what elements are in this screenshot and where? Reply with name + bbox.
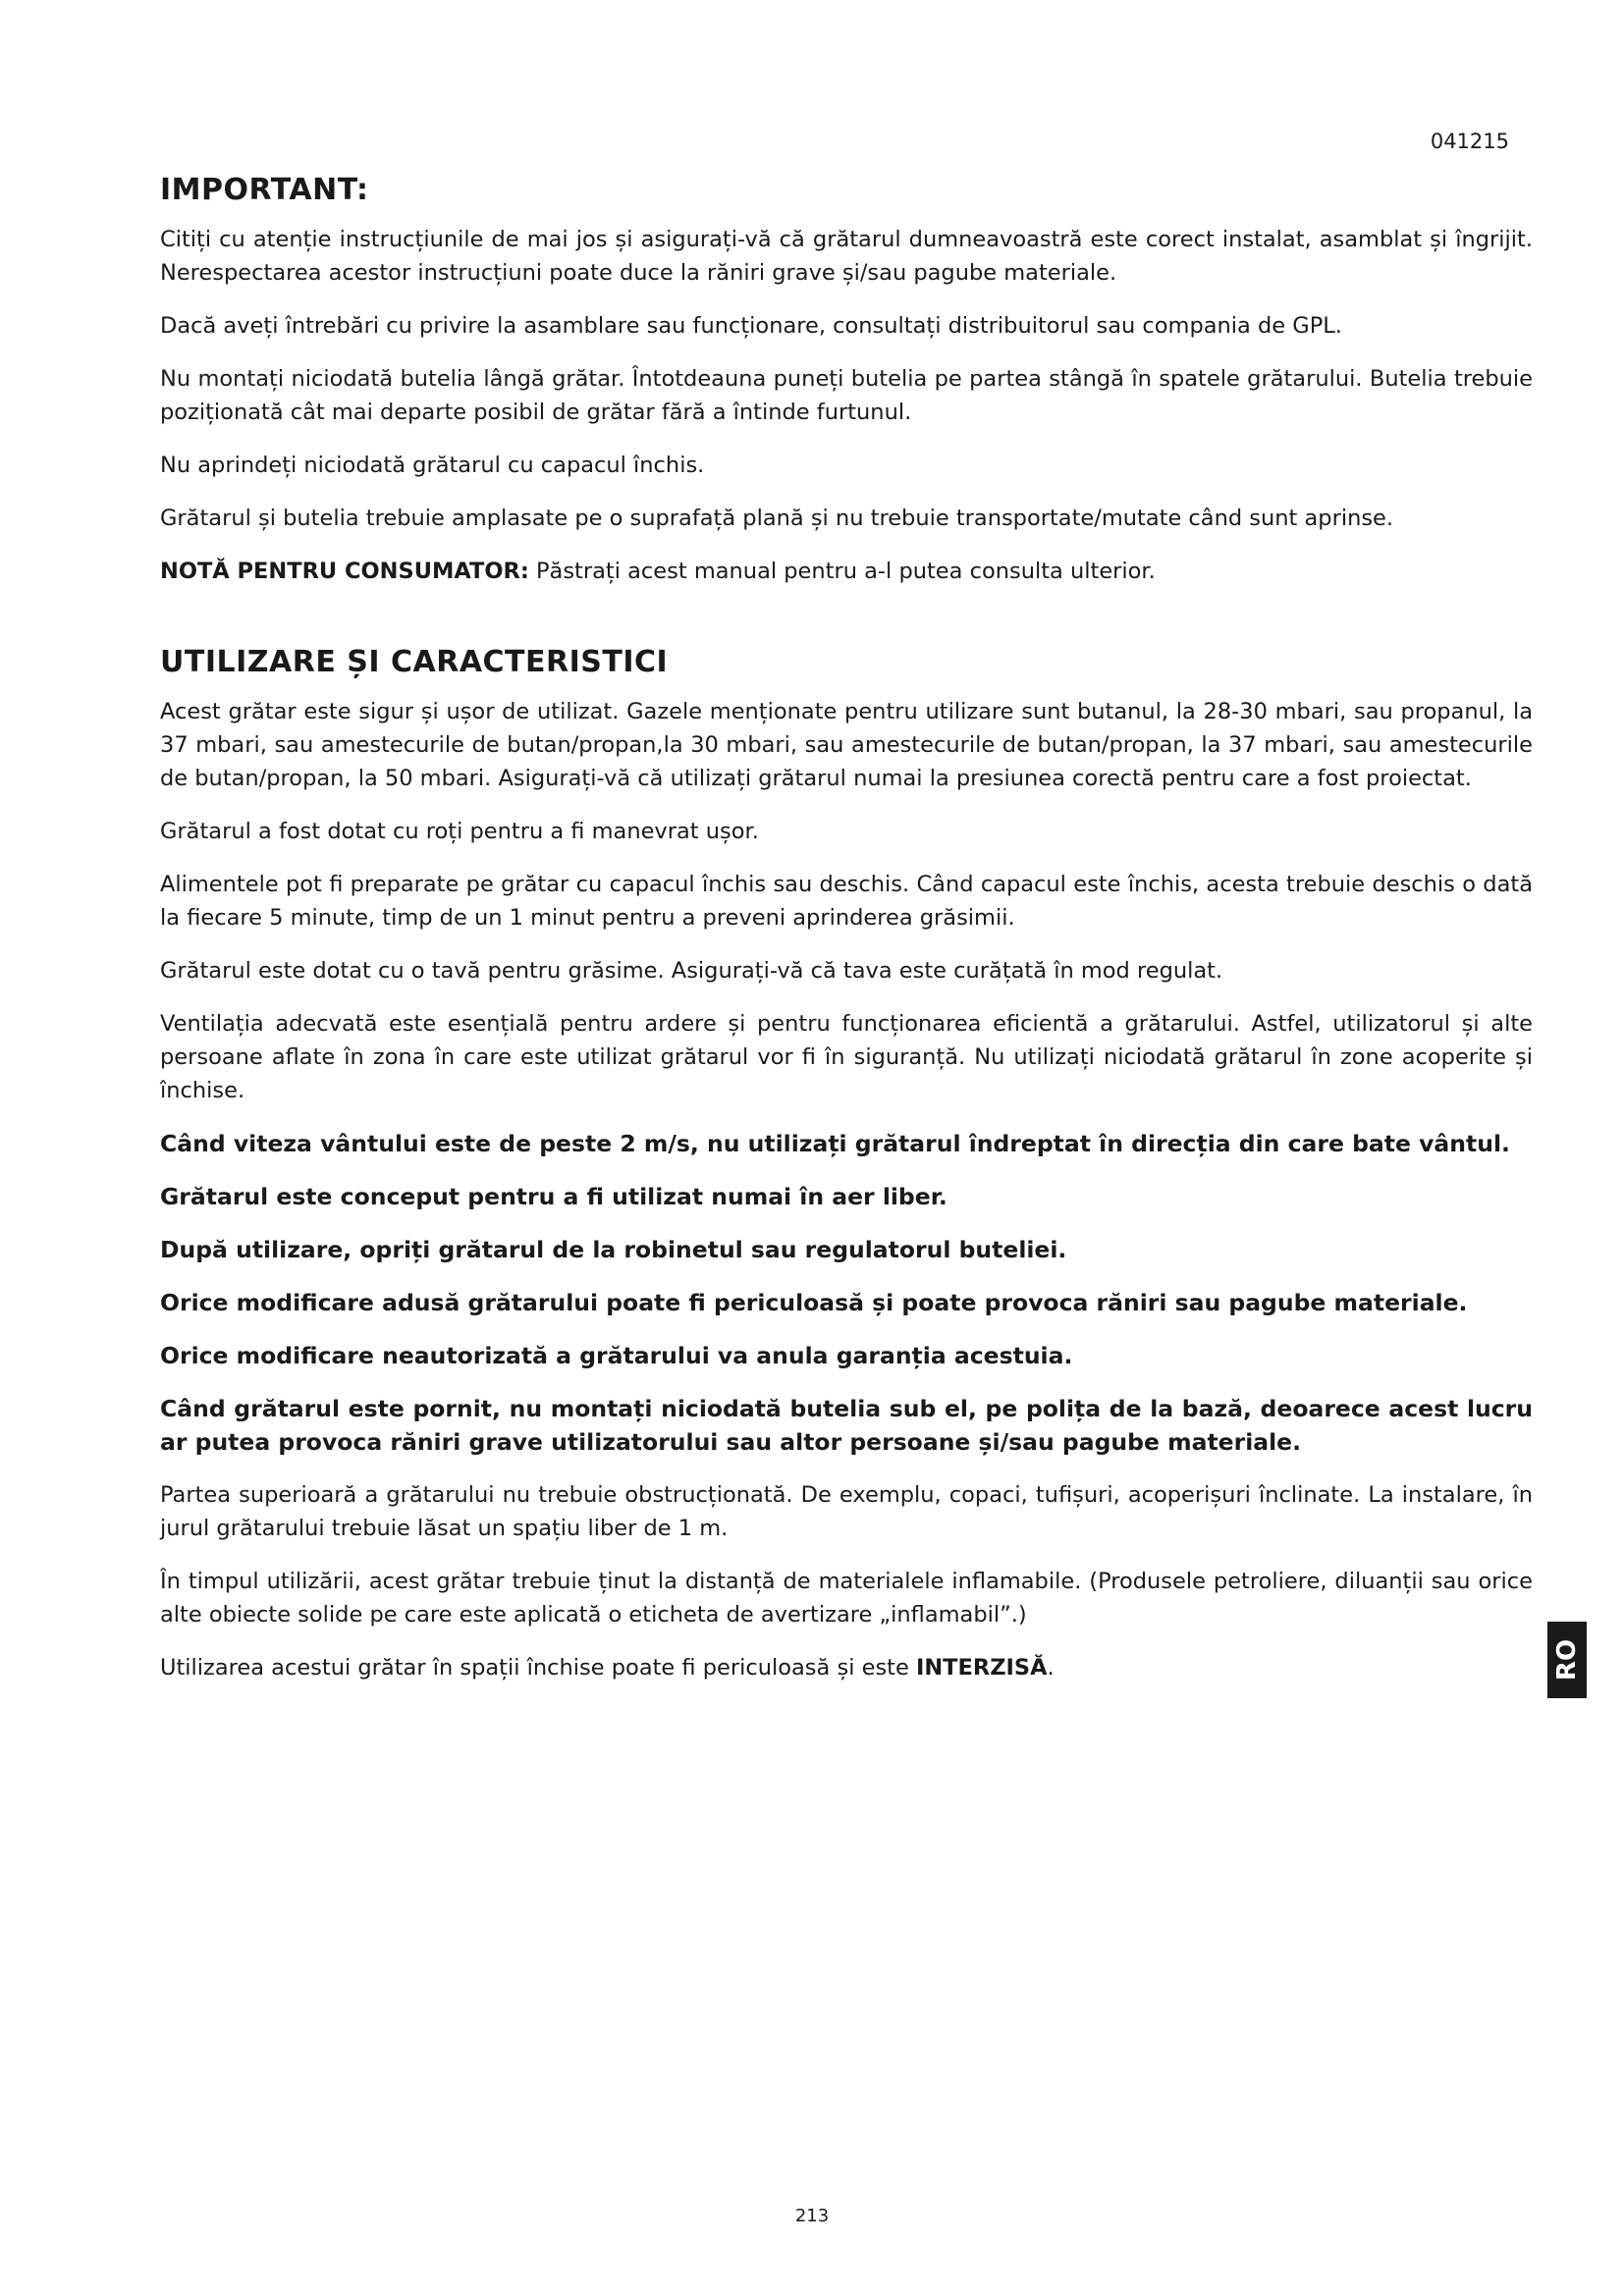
page-number: 213 (794, 2206, 830, 2226)
paragraph-end: . (1047, 1655, 1055, 1681)
paragraph-text: Utilizarea acestui grătar în spații închise poate fi periculoasă și este (160, 1655, 916, 1681)
paragraph: Ventilația adecvată este esențială pentru ardere și pentru funcționarea eficientă a grătarului. Astfel, utilizatorul și alte persoane aflate în zona în care este utilizat grătarul vor fi în siguranță. Nu utilizați niciodată grătarul în zone acoperite și închise. (160, 1011, 1533, 1103)
document-code: 041215 (1430, 130, 1509, 153)
paragraph: Grătarul a fost dotat cu roți pentru a fi manevrat ușor. (160, 819, 759, 844)
consumer-note-text: Păstrați acest manual pentru a-l putea consulta ulterior. (528, 559, 1156, 584)
forbidden-emphasis: INTERZISĂ (915, 1655, 1048, 1681)
paragraph: Partea superioară a grătarului nu trebuie obstrucționată. De exemplu, copaci, tufișuri, acoperișuri înclinate. La instalare, în jurul grătarului trebuie lăsat un spațiu liber de 1 m. (160, 1482, 1533, 1541)
page-content (160, 173, 1533, 1704)
paragraph: Grătarul și butelia trebuie amplasate pe o suprafață plană și nu trebuie transportate/mutate când sunt aprinse. (160, 506, 1394, 531)
section-title-important: IMPORTANT: (160, 173, 369, 207)
section-title-usage: UTILIZARE ȘI CARACTERISTICI (160, 645, 669, 679)
warning-paragraph: Orice modificare adusă grătarului poate fi periculoasă și poate provoca răniri sau pagube materiale. (160, 1289, 1468, 1316)
paragraph: În timpul utilizării, acest grătar trebuie ținut la distanță de materialele inflamabile. (Produsele petroliere, diluanții sau orice alte obiecte solide pe care este aplicată o eticheta de avertizare „inflamabil”.) (160, 1569, 1533, 1628)
warning-paragraph: Orice modificare neautorizată a grătarului va anula garanția acestuia. (160, 1342, 1073, 1369)
warning-paragraph: Când grătarul este pornit, nu montați niciodată butelia sub el, pe polița de la bază, deoarece acest lucru ar putea provoca răniri grave utilizatorului sau altor persoane și/sau pagube materiale. (160, 1395, 1533, 1456)
language-tab (1547, 1622, 1587, 1698)
warning-paragraph: După utilizare, opriți grătarul de la robinetul sau regulatorul buteliei. (160, 1236, 1067, 1263)
warning-paragraph: Grătarul este conceput pentru a fi utilizat numai în aer liber. (160, 1183, 947, 1210)
consumer-note (160, 555, 1533, 588)
warning-paragraph: Când viteza vântului este de peste 2 m/s, nu utilizați grătarul îndreptat în direcția din care bate vântul. (160, 1130, 1510, 1157)
consumer-note-label: NOTĂ PENTRU CONSUMATOR: (160, 559, 529, 584)
paragraph: Grătarul este dotat cu o tavă pentru grăsime. Asigurați-vă că tava este curățată în mod regulat. (160, 958, 1223, 984)
paragraph: Nu montați niciodată butelia lângă grătar. Întotdeauna puneți butelia pe partea stângă în spatele grătarului. Butelia trebuie poziționată cât mai departe posibil de grătar fără a întinde furtunul. (160, 366, 1533, 425)
paragraph: Dacă aveți întrebări cu privire la asamblare sau funcționare, consultați distribuitorul sau compania de GPL. (160, 313, 1342, 339)
paragraph: Alimentele pot fi preparate pe grătar cu capacul închis sau deschis. Când capacul este închis, acesta trebuie deschis o dată la fiecare 5 minute, timp de un 1 minut pentru a preveni aprinderea grăsimii. (160, 872, 1533, 931)
paragraph (160, 1651, 1533, 1684)
paragraph: Acest grătar este sigur și ușor de utilizat. Gazele menționate pentru utilizare sunt butanul, la 28-30 mbari, sau propanul, la 37 mbari, sau amestecurile de butan/propan,la 30 mbari, sau amestecurile de butan/propan, la 37 mbari, sau amestecurile de butan/propan, la 50 mbari. Asigurați-vă că utilizați grătarul numai la presiunea corectă pentru care a fost proiectat. (160, 699, 1533, 791)
paragraph: Citiți cu atenție instrucțiunile de mai jos și asigurați-vă că grătarul dumneavoastră este corect instalat, asamblat și îngrijit. Nerespectarea acestor instrucțiuni poate duce la răniri grave și/sau pagube materiale. (160, 227, 1533, 286)
paragraph: Nu aprindeți niciodată grătarul cu capacul închis. (160, 453, 705, 478)
language-tab-label: RO (1552, 1638, 1582, 1682)
